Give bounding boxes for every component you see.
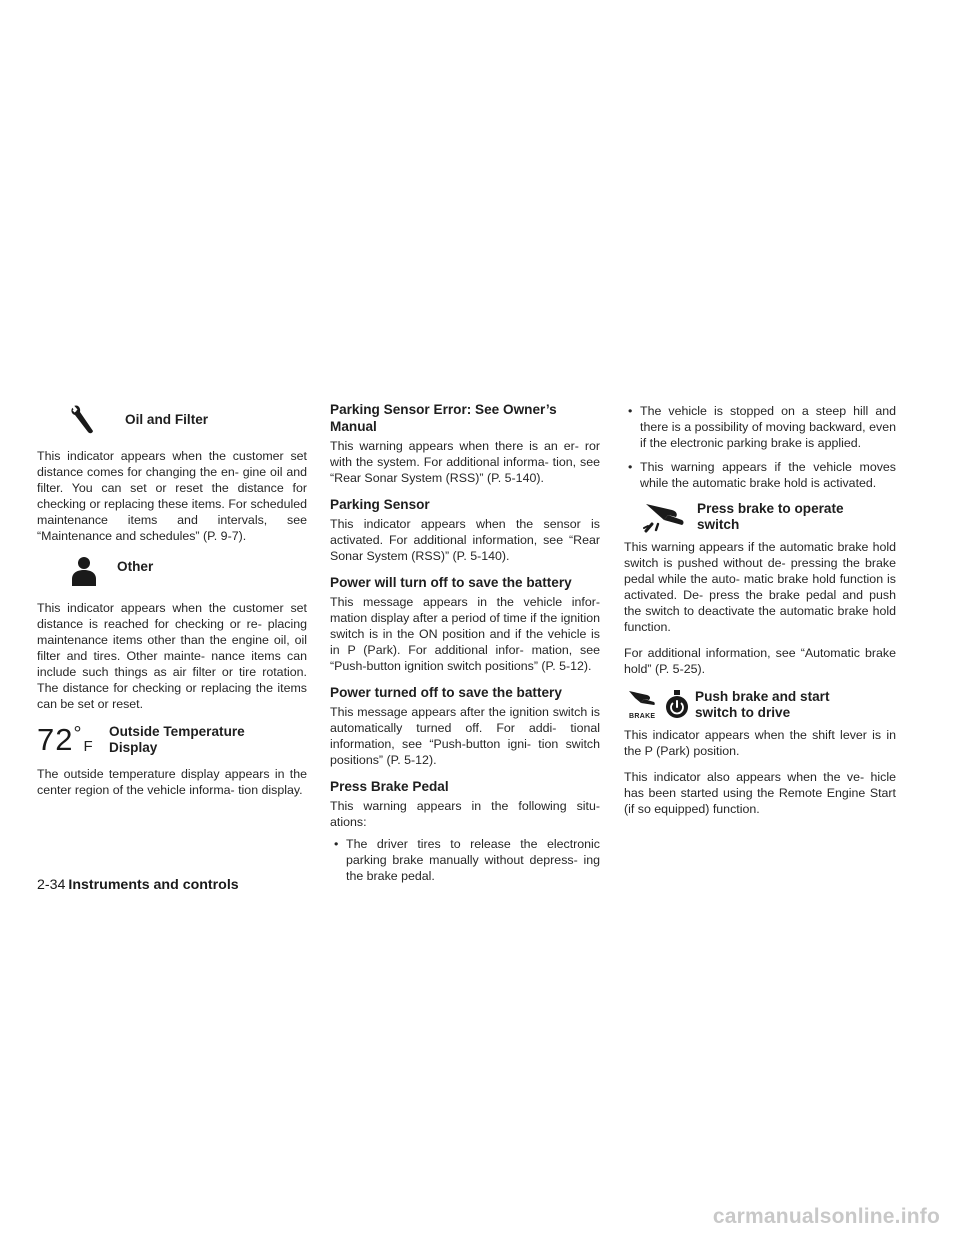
other-heading: Other [117, 559, 154, 574]
outside-temp-body: The outside temperature display appears in the center region of the vehicle informa- tion display. [37, 767, 307, 797]
push-brake-start-body2: This indicator also appears when the ve- hicle has been started using the Remote Engine Start (if so equipped) function. [624, 770, 896, 816]
press-brake-body: This warning appears in the following situ- ations: [330, 799, 600, 829]
push-brake-start-header [624, 687, 896, 723]
oil-filter-body: This indicator appears when the customer set distance comes for changing the en- gine oil and filter. You can set or reset the distance for checking or replacing these items. For scheduled maintenance items and intervals, see “Maintenance and schedules” (P. 9-7). [37, 449, 307, 543]
column-1 [37, 406, 307, 808]
power-will-turn-off-heading: Power will turn off to save the battery [330, 575, 572, 590]
push-brake-start-body: This indicator appears when the shift lever is in the P (Park) position. [624, 728, 896, 758]
temp-degree: ° [73, 722, 82, 745]
press-brake-heading: Press Brake Pedal [330, 779, 449, 794]
press-brake-operate-body: This warning appears if the automatic brake hold switch is pushed without de- pressing the brake pedal while the auto- matic brake hold function is activated. De- press the brake pedal and push the switch to deactivate the automatic brake hold function. [624, 540, 896, 634]
list-item: • This warning appears if the vehicle moves while the automatic brake hold is activated. [624, 459, 896, 491]
page-footer [37, 877, 239, 893]
power-turned-off-heading: Power turned off to save the battery [330, 685, 562, 700]
press-brake-operate-body2: For additional information, see “Automatic brake hold” (P. 5-25). [624, 646, 896, 676]
brake-start-button-icon [627, 687, 693, 723]
list-item: • The vehicle is stopped on a steep hill and there is a possibility of moving backward, even if the electronic parking brake is applied. [624, 403, 896, 451]
outside-temp-heading: Outside Temperature Display [109, 724, 245, 755]
oil-filter-header [37, 406, 307, 436]
oil-filter-heading: Oil and Filter [125, 412, 209, 427]
other-header [37, 554, 307, 588]
brake-pedal-icon [636, 499, 692, 535]
parking-error-heading: Parking Sensor Error: See Owner’s Manual [330, 402, 557, 434]
section-title: Instruments and controls [68, 877, 239, 893]
page-number: 2-34 [37, 877, 66, 893]
power-turned-off-body: This message appears after the ignition switch is automatically turned off. For addi- tional information, see “Push-button igni- tion switch positions” (P. 5-12). [330, 705, 600, 767]
other-body: This indicator appears when the customer set distance is reached for checking or re- placing maintenance items other than the engine oil, oil filter and tires. Other mainte- nance items can include such things as air filter or tire rotation. The distance for checking or replacing the items can be set or reset. [37, 601, 307, 711]
parking-sensor-body: This indicator appears when the sensor is activated. For additional information, see “Rear Sonar System (RSS)” (P. 5-140). [330, 517, 600, 563]
list-item: • The driver tires to release the electronic parking brake manually without depress- ing the brake pedal. [330, 836, 600, 884]
press-brake-list-continued [624, 403, 896, 491]
person-icon [59, 554, 109, 588]
brake-icon-label: BRAKE [629, 713, 656, 720]
column-3 [624, 403, 896, 827]
temp-unit: F [83, 737, 93, 755]
outside-temp-header [37, 722, 307, 758]
press-brake-operate-header [624, 499, 896, 535]
parking-error-body: This warning appears when there is an er- ror with the system. For additional informa- tion, see “Rear Sonar System (RSS)” (P. 5-140). [330, 439, 600, 485]
press-brake-operate-heading: Press brake to operate switch [697, 501, 844, 532]
column-2 [330, 401, 600, 892]
temperature-display-icon [37, 722, 109, 758]
push-brake-start-heading: Push brake and start switch to drive [695, 689, 830, 720]
parking-sensor-heading: Parking Sensor [330, 497, 430, 512]
temp-value: 72 [37, 722, 74, 757]
press-brake-list [330, 836, 600, 884]
wrench-icon [55, 402, 115, 436]
watermark: carmanualsonline.info [712, 1205, 940, 1228]
power-will-turn-off-body: This message appears in the vehicle infor- mation display after a period of time if the ignition switch is in the ON position and if the vehicle is in P (Park). For additional infor- mation, see “Push-button ignition switch positions” (P. 5-12). [330, 595, 600, 673]
